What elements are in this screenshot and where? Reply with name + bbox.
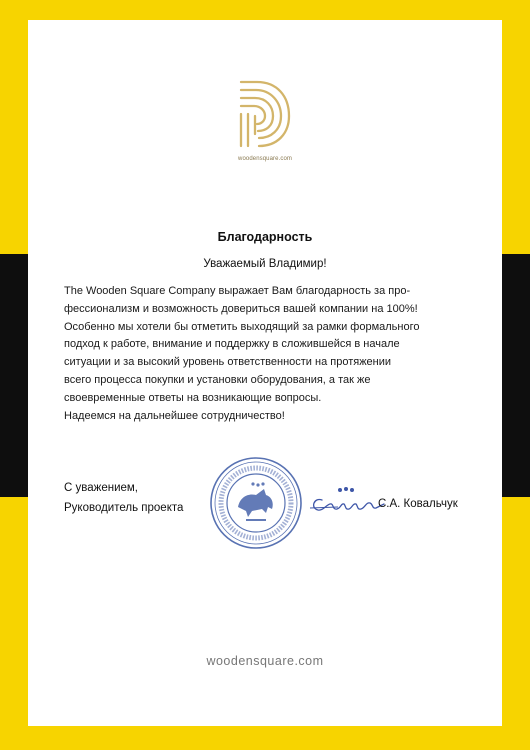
body-line: всего процесса покупки и установки оборудования, а так же (64, 373, 371, 386)
body-line: The Wooden Square Company выражает Вам благодарность за про- (64, 285, 411, 297)
body-line: своевременные ответы на возникающие вопросы. (64, 391, 322, 404)
signer-position: Руководитель проекта (64, 502, 184, 514)
letter-sheet (28, 20, 502, 726)
logo-caption: woodensquare.com (238, 156, 292, 162)
wooden-square-logo-icon (233, 76, 297, 154)
round-seal-stamp (208, 455, 304, 551)
signature-block (64, 478, 183, 518)
body-line: подход к работе, внимание и поддержку в сложившейся в начале (64, 338, 400, 351)
body-line: Особенно мы хотели бы отметить выходящий за рамки формального (64, 320, 420, 333)
body-line: Надеемся на дальнейшее сотрудничество! (64, 409, 285, 422)
letter-title: Благодарность (217, 230, 313, 244)
signer-name: С.А. Ковальчук (378, 498, 458, 510)
letter-body (64, 283, 484, 425)
company-logo (233, 76, 297, 170)
letter-greeting: Уважаемый Владимир! (203, 258, 327, 270)
closing-text: С уважением, (64, 482, 138, 494)
handwritten-signature (304, 484, 386, 514)
body-line: фессионализм и возможность довериться вашей компании на 100%! (64, 302, 418, 315)
footer-website: woodensquare.com (206, 654, 324, 668)
body-line: ситуации и за высокий уровень ответственности на протяжении (64, 356, 392, 369)
